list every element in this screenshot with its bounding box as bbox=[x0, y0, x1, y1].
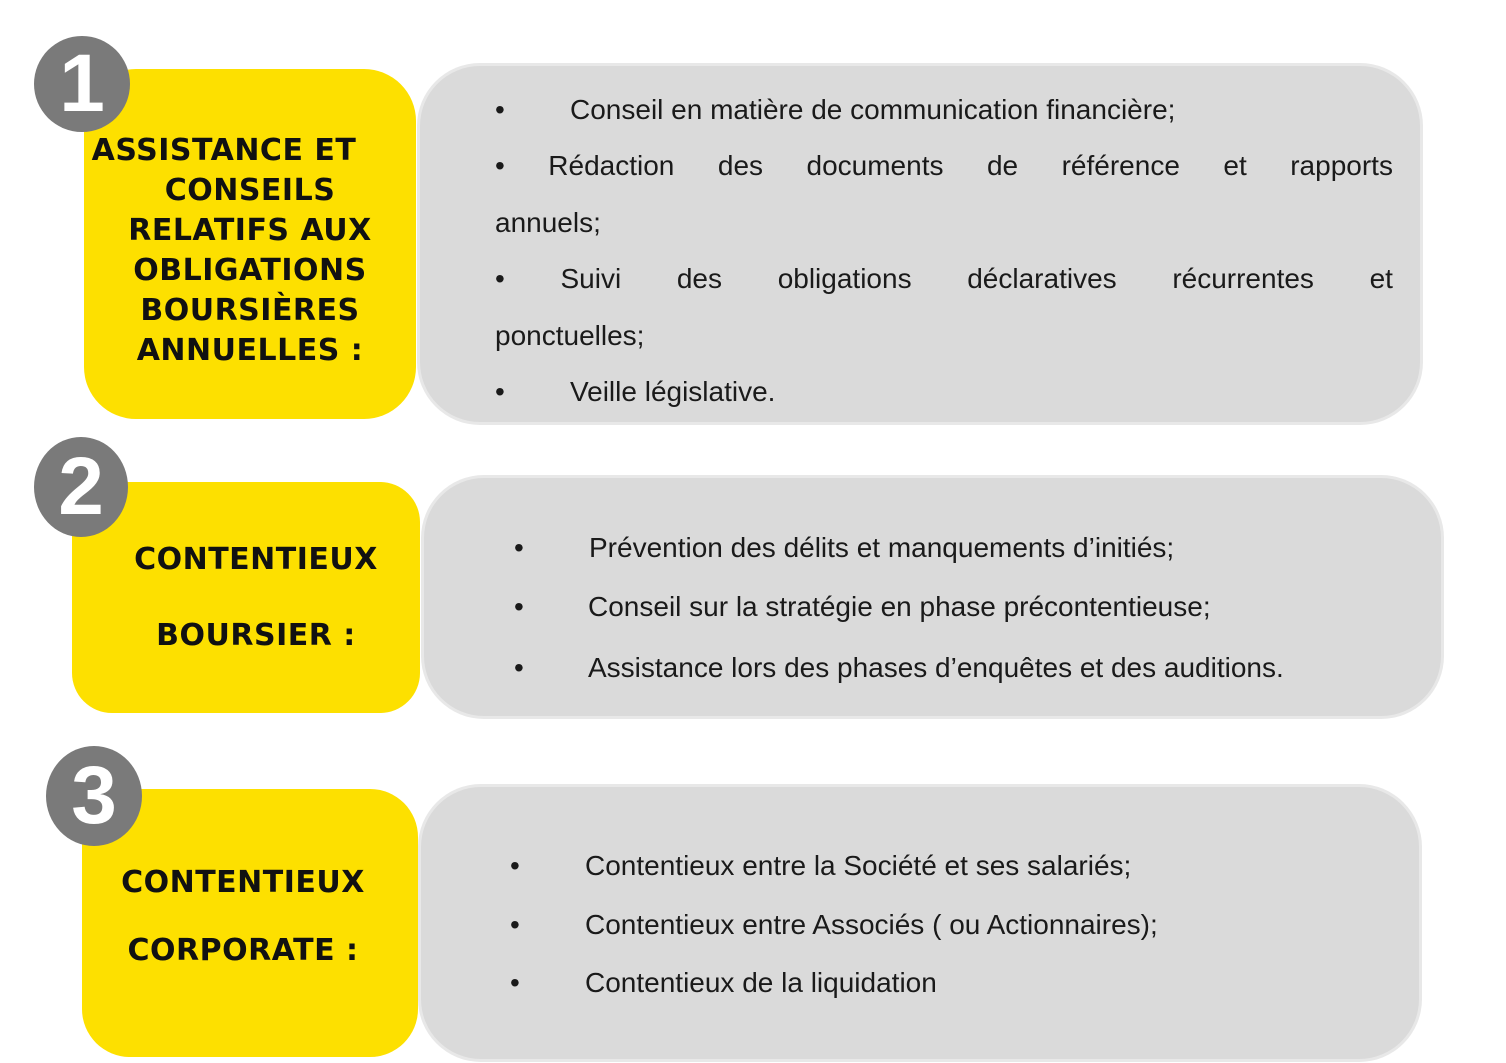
section-3-number-badge: 3 bbox=[46, 746, 142, 846]
bullet-icon: • bbox=[510, 909, 520, 940]
section-2-title-line-2: BOURSIER : bbox=[156, 618, 356, 653]
word: ponctuelles; bbox=[495, 320, 645, 351]
section-1-title-line-3: RELATIFS AUX bbox=[128, 213, 372, 248]
word: récurrentes bbox=[1172, 263, 1314, 294]
word: référence bbox=[1061, 150, 1180, 181]
word: obligations bbox=[777, 263, 912, 294]
section-1-title-line-5: BOURSIÈRES bbox=[140, 293, 360, 328]
bullet-icon: • bbox=[510, 850, 520, 881]
bullet-icon: • bbox=[514, 532, 524, 563]
word: rapports bbox=[1290, 150, 1393, 181]
section-1-title-line-6: ANNUELLES : bbox=[136, 333, 364, 368]
word: annuels; bbox=[495, 207, 601, 238]
word: et bbox=[1223, 150, 1247, 181]
bullet-icon: • bbox=[495, 150, 505, 181]
section-1-title-line-4: OBLIGATIONS bbox=[133, 253, 367, 288]
word: des bbox=[676, 263, 723, 294]
section-1-title-line-1: ASSISTANCE ET bbox=[91, 133, 357, 168]
word: documents bbox=[806, 150, 944, 181]
word: Suivi bbox=[560, 263, 622, 294]
word: déclaratives bbox=[967, 263, 1117, 294]
bullet-icon: • bbox=[514, 591, 524, 622]
word: des bbox=[717, 150, 764, 181]
section-2-title-box bbox=[72, 482, 420, 713]
word: de bbox=[986, 150, 1019, 181]
word: et bbox=[1369, 263, 1393, 294]
bullet-icon: • bbox=[495, 376, 505, 407]
section-2-title-line-1: CONTENTIEUX bbox=[134, 542, 378, 577]
section-1-title-box bbox=[84, 69, 416, 419]
bullet-icon: • bbox=[495, 94, 505, 125]
bullet-icon: • bbox=[510, 967, 520, 998]
bullet-icon: • bbox=[514, 652, 524, 683]
section-3-title-line-1: CONTENTIEUX bbox=[121, 865, 365, 900]
section-3-title-box bbox=[82, 789, 418, 1057]
word: Rédaction bbox=[548, 150, 675, 181]
section-3-title-line-2: CORPORATE : bbox=[127, 933, 359, 968]
section-1-number-badge: 1 bbox=[34, 36, 130, 132]
section-1-title-line-2: CONSEILS bbox=[164, 173, 336, 208]
bullet-icon: • bbox=[495, 263, 505, 294]
section-2-number-badge: 2 bbox=[34, 437, 128, 537]
